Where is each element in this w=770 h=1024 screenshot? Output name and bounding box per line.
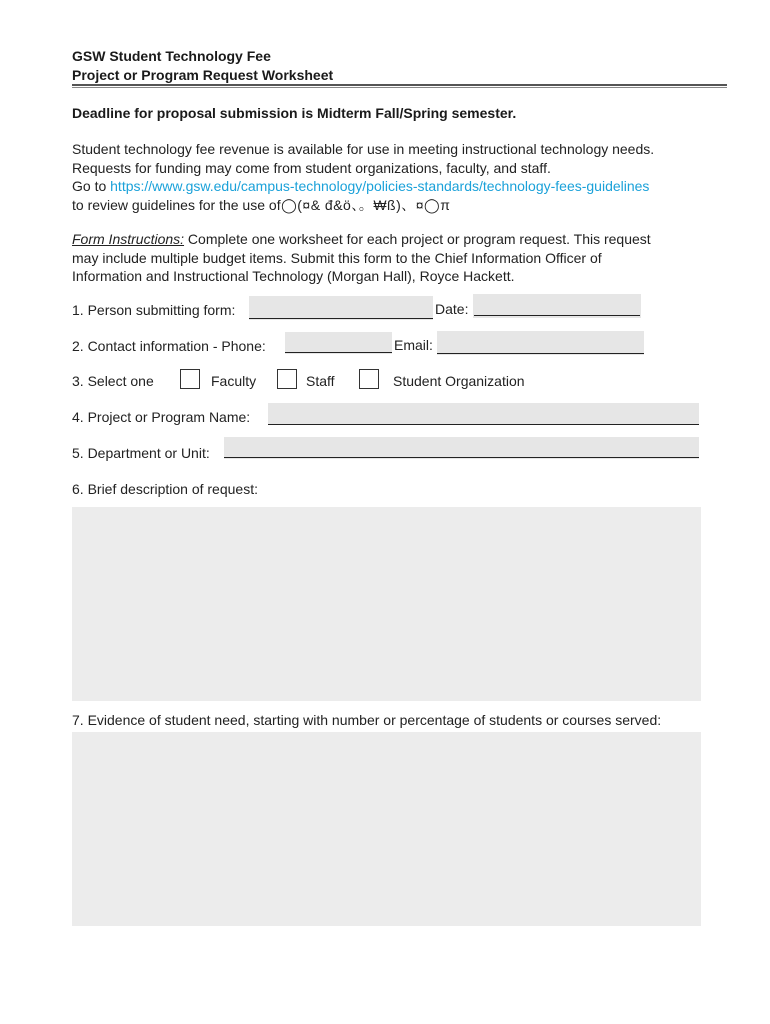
deadline-notice: Deadline for proposal submission is Midterm Fall/Spring semester.	[72, 105, 517, 121]
phone-underline	[285, 352, 392, 353]
q2-label: 2. Contact information - Phone:	[72, 338, 266, 354]
title-divider-thin	[72, 87, 727, 88]
q4-label: 4. Project or Program Name:	[72, 409, 251, 425]
instructions-line-1	[72, 230, 732, 249]
date-label: Date:	[435, 301, 469, 317]
intro-line-4	[72, 196, 732, 215]
faculty-checkbox[interactable]	[180, 369, 200, 389]
q7-label: 7. Evidence of student need, starting with number or percentage of students or courses served:	[72, 712, 662, 728]
email-underline	[437, 353, 644, 354]
faculty-option-label: Faculty	[211, 373, 257, 389]
program-name-input[interactable]	[268, 403, 699, 425]
q3-label: 3. Select one	[72, 373, 154, 389]
instructions-text-1: Complete one worksheet for each project or program request. This request	[184, 231, 651, 247]
instructions-line-3: Information and Instructional Technology (Morgan Hall), Royce Hackett.	[72, 268, 515, 284]
phone-input[interactable]	[285, 332, 392, 354]
q1-label: 1. Person submitting form:	[72, 302, 236, 318]
intro-go-to: Go to	[72, 178, 111, 194]
intro-line-2: Requests for funding may come from student organizations, faculty, and staff.	[72, 159, 551, 176]
q5-label: 5. Department or Unit:	[72, 445, 210, 461]
title-line-2: Project or Program Request Worksheet	[72, 67, 334, 83]
guidelines-link[interactable]: https://www.gsw.edu/campus-technology/policies-standards/technology-fees-guidelines	[110, 178, 650, 194]
email-label: Email:	[394, 337, 433, 353]
intro-garbled-text: f◯(¤& đ&ö、。₩ß)、¤◯π	[276, 196, 451, 213]
staff-checkbox[interactable]	[277, 369, 297, 389]
department-underline	[224, 457, 699, 458]
instructions-label: Form Instructions:	[72, 231, 185, 247]
student-organization-checkbox[interactable]	[359, 369, 379, 389]
student-need-textarea[interactable]	[72, 732, 701, 926]
instructions-line-2: may include multiple budget items. Submit this form to the Chief Information Officer of	[72, 249, 602, 266]
intro-review-text: to review guidelines for the use o	[72, 196, 277, 213]
form-instructions	[72, 230, 732, 286]
intro-line-1: Student technology fee revenue is available for use in meeting instructional technology needs.	[72, 141, 655, 157]
date-underline	[474, 315, 640, 316]
page-title	[72, 47, 333, 85]
title-divider	[72, 84, 727, 86]
staff-option-label: Staff	[306, 373, 335, 389]
intro-paragraph	[72, 140, 732, 214]
q6-label: 6. Brief description of request:	[72, 481, 258, 497]
program-name-underline	[268, 424, 699, 425]
email-input[interactable]	[437, 331, 644, 355]
department-input[interactable]	[224, 437, 699, 459]
description-textarea[interactable]	[72, 507, 701, 701]
title-line-1: GSW Student Technology Fee	[72, 48, 271, 64]
person-submitting-input[interactable]	[249, 296, 433, 320]
intro-line-3	[72, 177, 732, 196]
student-organization-option-label: Student Organization	[393, 373, 525, 389]
person-submitting-underline	[249, 318, 433, 319]
